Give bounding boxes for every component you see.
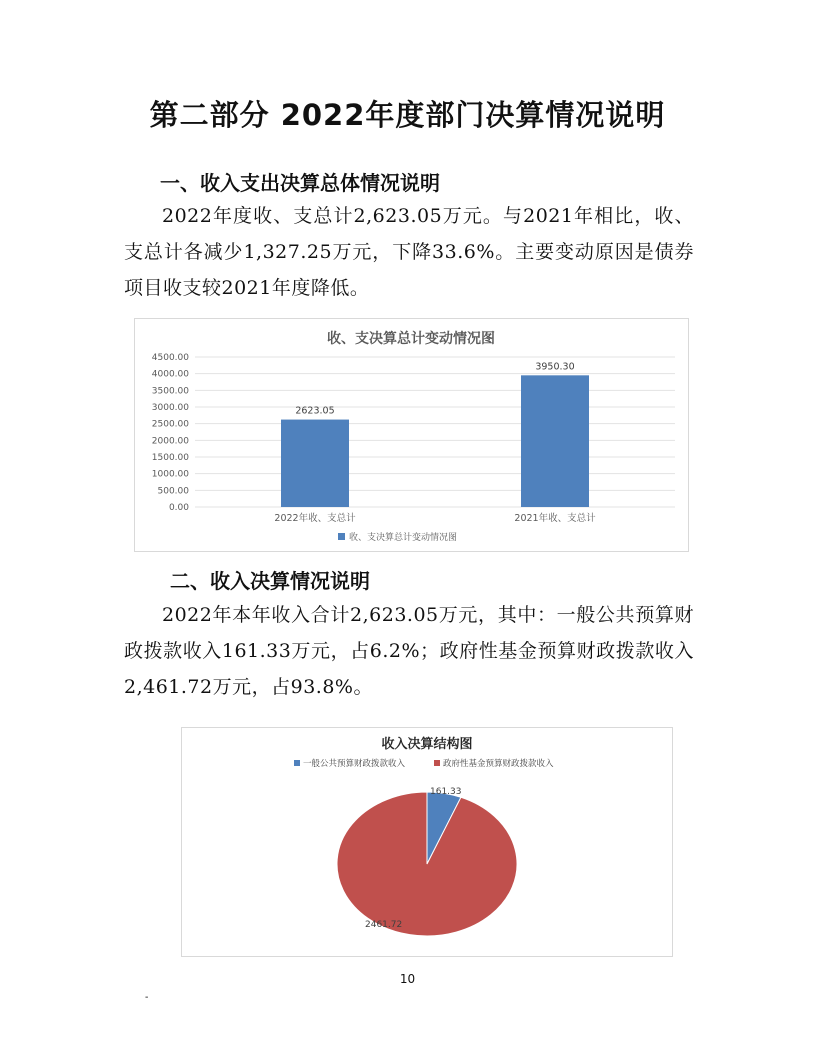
- section-heading-1: 一、收入支出决算总体情况说明: [160, 171, 440, 195]
- page-title: 第二部分 2022年度部门决算情况说明: [149, 98, 666, 132]
- bar-y-tick-label: 4500.00: [151, 353, 189, 363]
- bar-y-tick-label: 1500.00: [151, 453, 189, 463]
- bar-y-tick-label: 4000.00: [151, 369, 189, 380]
- pie-chart-svg: [182, 728, 672, 956]
- bar-y-tick-label: 1000.00: [151, 469, 189, 480]
- pie-legend-swatch-1: [294, 760, 300, 766]
- pie-slice-label-2: 2461.72: [365, 920, 403, 930]
- pie-slice-label-1: 161.33: [430, 787, 462, 797]
- bar-legend-label: 收、支决算总计变动情况图: [349, 533, 458, 543]
- page-number: 10: [399, 972, 416, 986]
- bar-chart-title: 收、支决算总计变动情况图: [327, 331, 495, 347]
- bar-legend-swatch: [338, 533, 345, 540]
- bar: [521, 375, 589, 507]
- bar-y-tick-label: 0.00: [168, 503, 189, 513]
- section-1-paragraph: 2022年度收、支总计2,623.05万元。与2021年相比，收、支总计各减少1,327.25万元，下降33.6%。主要变动原因是债券项目收支较2021年度降低。: [124, 205, 694, 299]
- bar-y-tick-label: 500.00: [157, 486, 189, 497]
- bar-y-tick-label: 2000.00: [151, 436, 189, 447]
- bar-chart-svg: [135, 319, 688, 551]
- section-heading-2: 二、收入决算情况说明: [170, 569, 370, 593]
- bar-data-label: 2623.05: [295, 405, 335, 417]
- bar-y-tick-label: 3500.00: [151, 386, 189, 397]
- pie-legend-label-1: 一般公共预算财政拨款收入: [303, 759, 406, 769]
- pie-chart-title: 收入决算结构图: [381, 737, 473, 752]
- bar-data-label: 3950.30: [535, 361, 575, 373]
- bar: [281, 420, 349, 507]
- pie-legend-label-2: 政府性基金预算财政拨款收入: [443, 759, 554, 769]
- pie-legend-swatch-2: [434, 760, 440, 766]
- pie-slice: [337, 792, 517, 936]
- section-2-paragraph: 2022年本年收入合计2,623.05万元，其中：一般公共预算财政拨款收入161.33万元，占6.2%；政府性基金预算财政拨款收入2,461.72万元，占93.8%。: [124, 604, 694, 698]
- bar-category-label: 2022年收、支总计: [274, 513, 356, 524]
- footer-mark: -: [145, 992, 149, 1003]
- bar-y-tick-label: 3000.00: [151, 403, 189, 413]
- bar-category-label: 2021年收、支总计: [514, 513, 596, 524]
- pie-chart: [181, 727, 673, 957]
- bar-y-tick-label: 2500.00: [151, 419, 189, 430]
- bar-chart: [134, 318, 689, 552]
